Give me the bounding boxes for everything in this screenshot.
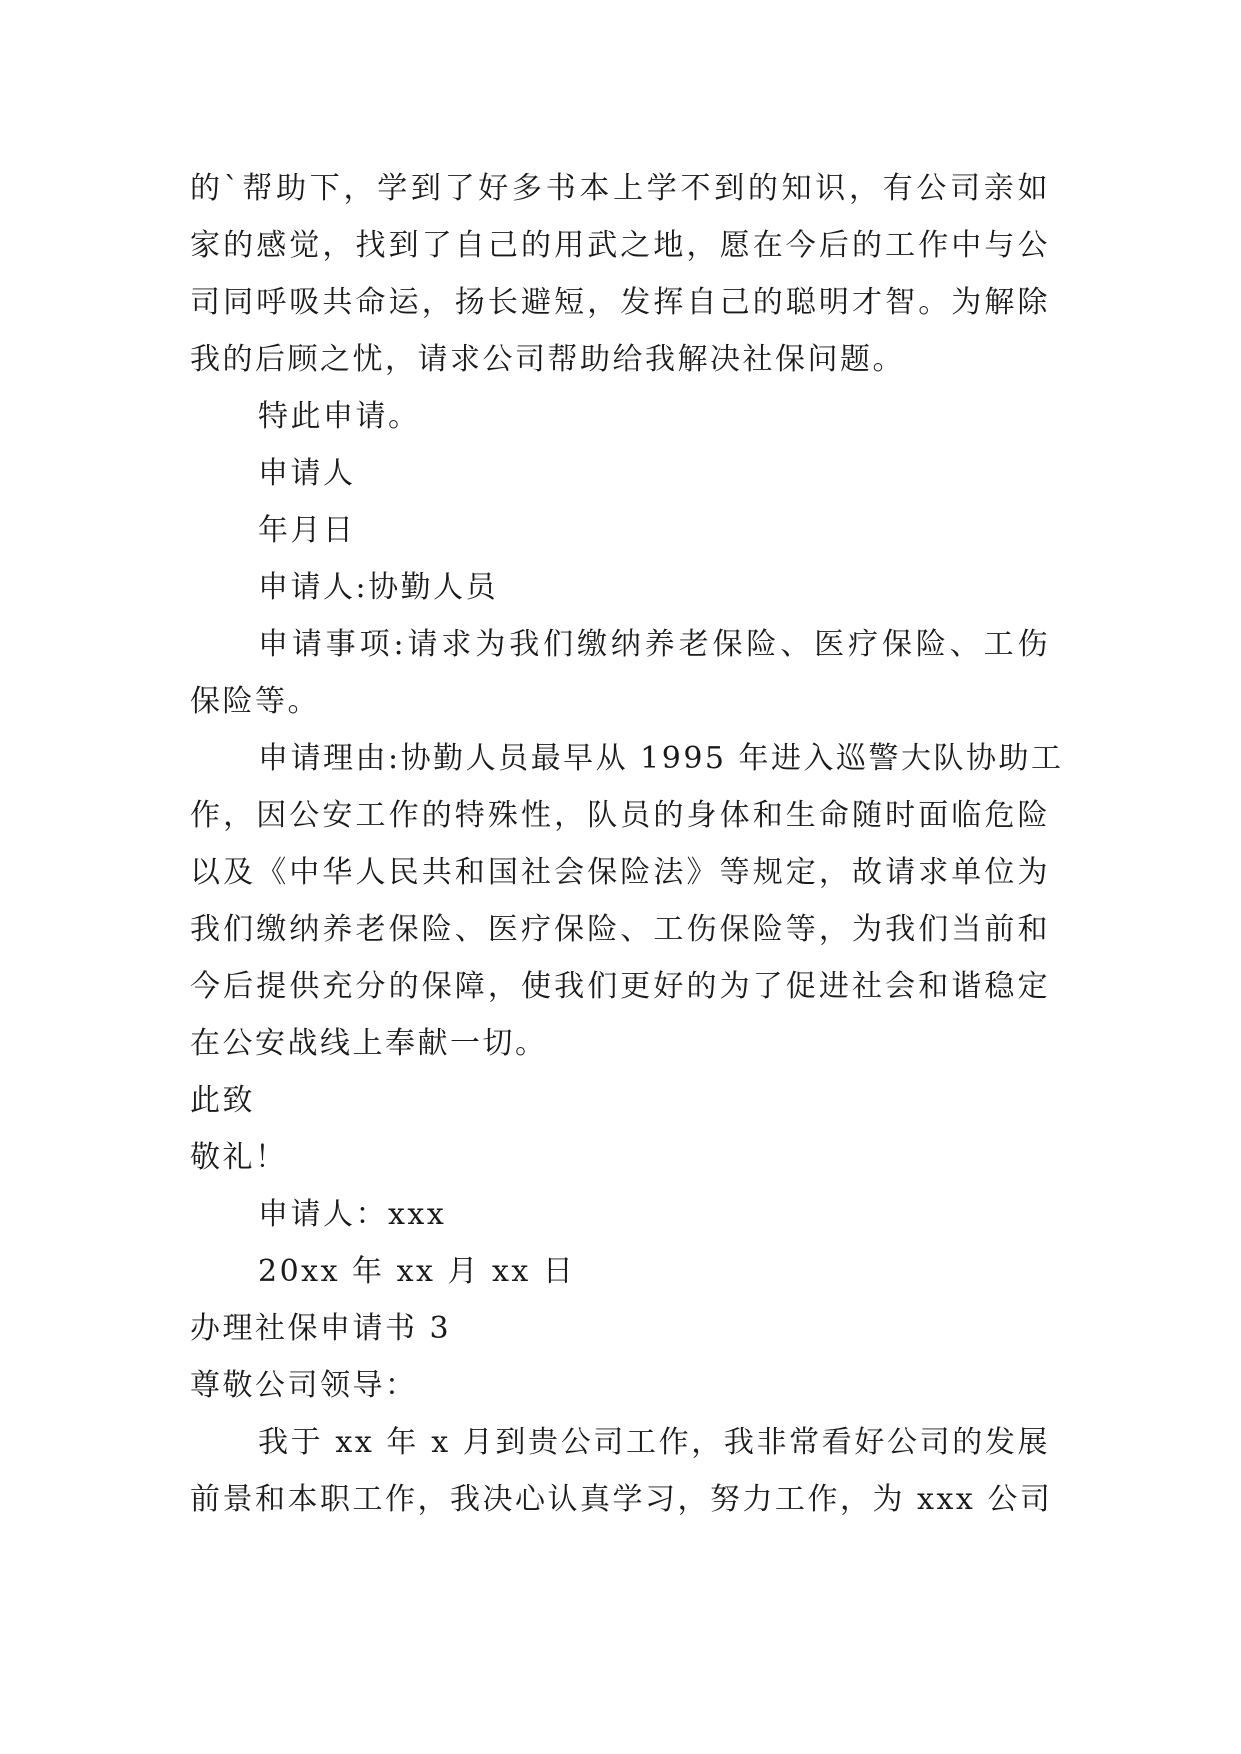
date-placeholder: 年月日 [258,513,356,548]
paragraph-line: 家的感觉，找到了自己的用武之地，愿在今后的工作中与公 [190,228,1050,263]
paragraph-line: 我于 xx 年 x 月到贵公司工作，我非常看好公司的发展 [258,1425,1050,1460]
signature-applicant: 申请人：xxx [258,1197,447,1232]
applicant-label: 申请人 [258,456,356,491]
paragraph-line: 我的后顾之忧，请求公司帮助给我解决社保问题。 [190,342,905,377]
request-reason-line: 申请理由:协勤人员最早从 1995 年进入巡警大队协助工 [258,741,1064,776]
paragraph-line: 作，因公安工作的特殊性，队员的身体和生命随时面临危险 [190,798,1050,833]
applicant-line: 申请人:协勤人员 [258,570,499,605]
paragraph-line: 前景和本职工作，我决心认真学习，努力工作，为 xxx 公司 [190,1482,1053,1517]
salutation-line: 此致 [190,1083,255,1118]
paragraph-line: 的`帮助下，学到了好多书本上学不到的知识，有公司亲如 [190,171,1050,206]
signature-date: 20xx 年 xx 月 xx 日 [258,1254,576,1289]
request-items-line: 申请事项:请求为我们缴纳养老保险、医疗保险、工伤 [258,627,1050,662]
salutation-line: 敬礼！ [190,1140,288,1175]
paragraph-line: 我们缴纳养老保险、医疗保险、工伤保险等，为我们当前和 [190,912,1050,947]
letter-greeting: 尊敬公司领导： [190,1368,418,1403]
paragraph-line: 以及《中华人民共和国社会保险法》等规定，故请求单位为 [190,855,1050,890]
paragraph-line: 司同呼吸共命运，扬长避短，发挥自己的聪明才智。为解除 [190,285,1050,320]
paragraph-line: 保险等。 [190,684,320,719]
paragraph-line: 今后提供充分的保障，使我们更好的为了促进社会和谐稳定 [190,969,1050,1004]
closing-statement: 特此申请。 [258,399,421,434]
paragraph-line: 在公安战线上奉献一切。 [190,1026,548,1061]
section-heading: 办理社保申请书 3 [190,1311,452,1346]
document-body [190,160,1064,1528]
